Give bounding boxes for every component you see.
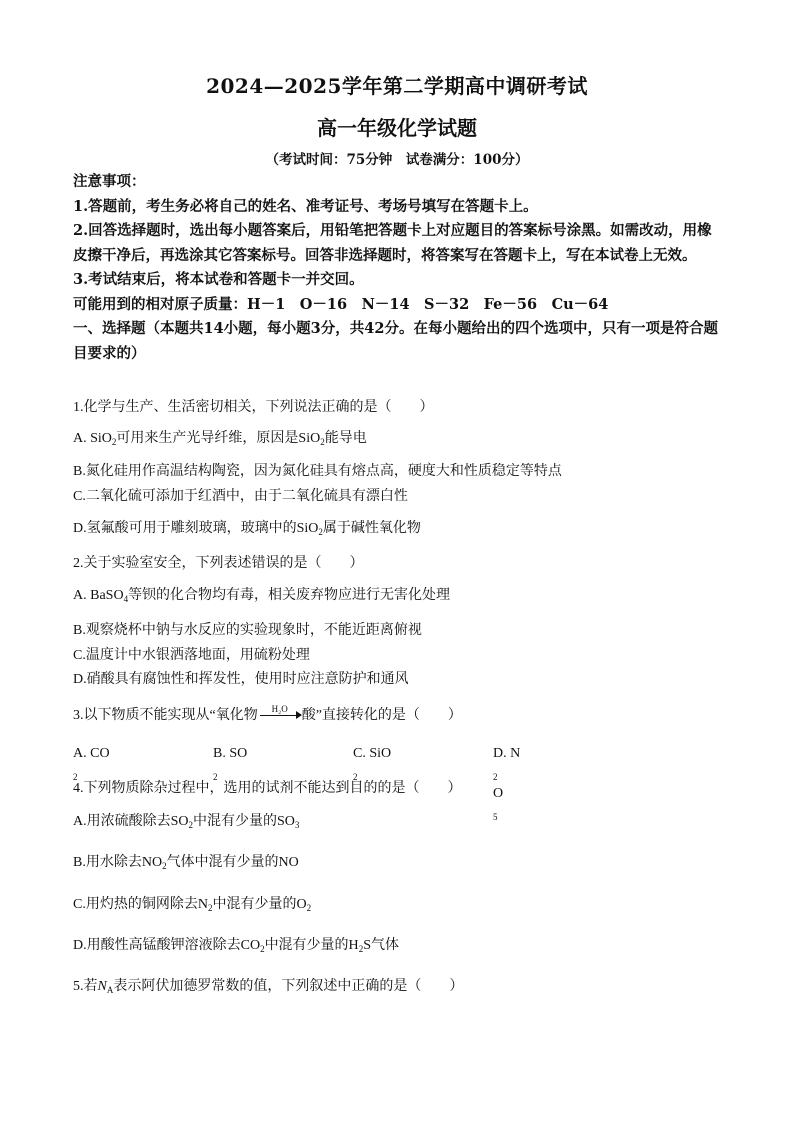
q1-option-c: C.二氧化硫可添加于红酒中，由于二氧化硫具有漂白性: [73, 489, 408, 504]
q2-stem: 2.关于实验室安全，下列表述错误的是（ ）: [73, 556, 364, 571]
exam-title: 2024—2025学年第二学期高中调研考试: [206, 74, 588, 98]
q4-option-d: D.用酸性高锰酸钾溶液除去$CO_2$中混有少量的$H_2S$气体: [73, 938, 399, 954]
q3-option-c: C. SiO$_2$: [353, 746, 392, 782]
q1-option-b: B.氮化硅用作高温结构陶瓷，因为氮化硅具有熔点高，硬度大和性质稳定等特点: [73, 464, 562, 479]
q5-stem: 5.若$N_A$表示阿伏加德罗常数的值，下列叙述中正确的是（ ）: [73, 979, 464, 995]
q1-option-a: A. SiO$_2$可用来生产光导纤维，原因是SiO$_2$能导电: [73, 431, 367, 447]
reaction-arrow-icon: H₂O: [258, 707, 302, 721]
q3-option-b: B. $SO_2$: [213, 746, 248, 782]
q4-stem: 4.下列物质除杂过程中，选用的试剂不能达到目的的是（ ）: [73, 781, 462, 796]
q2-option-b: B.观察烧杯中钠与水反应的实验现象时，不能近距离俯视: [73, 623, 422, 638]
q4-option-c: C.用灼热的铜网除去$N_2$中混有少量的$O_2$: [73, 897, 312, 913]
q1-stem: 1.化学与生产、生活密切相关，下列说法正确的是（ ）: [73, 400, 434, 415]
exam-info: （考试时间：75分钟 试卷满分：100分）: [265, 152, 529, 168]
q2-option-d: D.硝酸具有腐蚀性和挥发性，使用时应注意防护和通风: [73, 672, 409, 687]
q1-option-d: D.氢氟酸可用于雕刻玻璃，玻璃中的SiO$_2$属于碱性氧化物: [73, 521, 421, 537]
notes-item-3: 3.考试结束后，将本试卷和答题卡一并交回。: [73, 271, 364, 288]
q3-option-d: D. $N_2O_5$: [493, 746, 521, 822]
q3-stem: 3.以下物质不能实现从“氧化物 H₂O 酸”直接转化的是（ ）: [73, 704, 462, 723]
notes-item-2: 2.回答选择题时，选出每小题答案后，用铅笔把答题卡上对应题目的答案标号涂黑。如需改动，用橡皮擦干净后，再选涂其它答案标号。回答非选择题时，将答案写在答题卡上，写在本试卷上无效。: [73, 222, 712, 264]
q4-option-a: A.用浓硫酸除去$SO_2$中混有少量的$SO_3$: [73, 814, 300, 830]
atomic-mass-line: 可能用到的相对原子质量：H－1 O－16 N－14 S－32 Fe－56 Cu－64: [73, 295, 609, 313]
notes-item-1: 1.答题前，考生务必将自己的姓名、准考证号、考场号填写在答题卡上。: [73, 197, 538, 215]
notes-heading: 注意事项：: [73, 173, 146, 190]
q3-option-a: A. $CO_2$: [73, 746, 110, 782]
q4-option-b: B.用水除去$NO_2$气体中混有少量的NO: [73, 855, 299, 871]
q2-option-a: A. BaSO$_4$等钡的化合物均有毒，相关废弃物应进行无害化处理: [73, 588, 451, 604]
notes-section: [73, 170, 722, 366]
q2-option-c: C.温度计中水银洒落地面，用硫粉处理: [73, 648, 310, 663]
section-heading: 一、选择题（本题共14小题，每小题3分，共42分。在每小题给出的四个选项中，只有一项是符合题目要求的）: [73, 320, 718, 362]
exam-subtitle: 高一年级化学试题: [317, 116, 477, 140]
